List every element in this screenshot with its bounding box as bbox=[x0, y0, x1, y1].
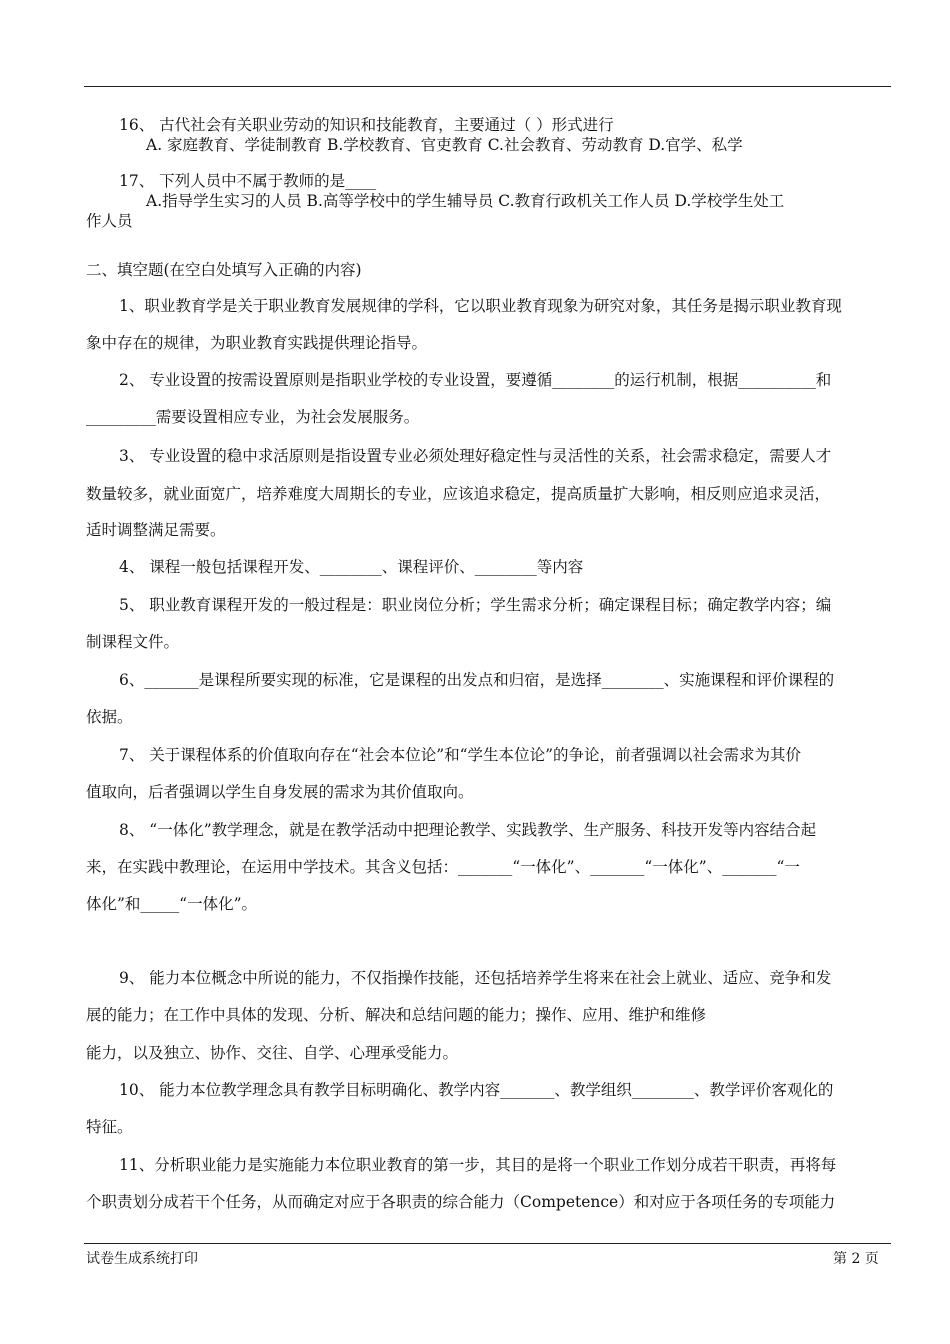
fill-line: 9、 能力本位概念中所说的能力，不仅指操作技能，还包括培养学生将来在社会上就业、适应、竞争和发 bbox=[119, 969, 832, 987]
fill-line: _________需要设置相应专业，为社会发展服务。 bbox=[86, 408, 420, 426]
question-17-options: A.指导学生实习的人员 B.高等学校中的学生辅导员 C.教育行政机关工作人员 D.学校学生处工 bbox=[146, 192, 785, 210]
fill-line: 来，在实践中教理论，在运用中学技术。其含义包括：_______“一体化”、_______“一体化”、_______“一 bbox=[86, 858, 800, 876]
question-17-options-cont: 作人员 bbox=[86, 212, 133, 230]
fill-line: 值取向，后者强调以学生自身发展的需求为其价值取向。 bbox=[86, 783, 474, 801]
fill-line: 特征。 bbox=[86, 1118, 133, 1136]
question-16: 16、 古代社会有关职业劳动的知识和技能教育，主要通过（ ）形式进行 bbox=[119, 116, 614, 134]
fill-line: 数量较多，就业面宽广，培养难度大周期长的专业，应该追求稳定，提高质量扩大影响，相反则应追求灵活， bbox=[86, 485, 831, 503]
page-number: 第 2 页 bbox=[833, 1251, 879, 1267]
fill-line: 制课程文件。 bbox=[86, 633, 180, 651]
fill-line: 10、 能力本位教学理念具有教学目标明确化、教学内容_______、教学组织________、教学评价客观化的 bbox=[119, 1081, 834, 1099]
section-title: 二、填空题(在空白处填写入正确的内容) bbox=[86, 261, 362, 279]
question-16-options: A. 家庭教育、学徒制教育 B.学校教育、官吏教育 C.社会教育、劳动教育 D.官学、私学 bbox=[146, 136, 743, 154]
fill-line: 8、 “一体化”教学理念，就是在教学活动中把理论教学、实践教学、生产服务、科技开发等内容结合起 bbox=[119, 821, 817, 839]
fill-line: 6、_______是课程所要实现的标准，它是课程的出发点和归宿，是选择________、实施课程和评价课程的 bbox=[119, 671, 835, 689]
fill-line: 11、分析职业能力是实施能力本位职业教育的第一步，其目的是将一个职业工作划分成若干职责，再将每 bbox=[119, 1156, 837, 1174]
fill-line: 5、 职业教育课程开发的一般过程是：职业岗位分析；学生需求分析；确定课程目标；确定教学内容；编 bbox=[119, 596, 832, 614]
fill-line: 1、职业教育学是关于职业教育发展规律的学科，它以职业教育现象为研究对象，其任务是揭示职业教育现 bbox=[119, 297, 842, 315]
fill-line: 个职责划分成若干个任务，从而确定对应于各职责的综合能力（Competence）和对应于各项任务的专项能力 bbox=[86, 1193, 836, 1211]
question-17: 17、 下列人员中不属于教师的是____ bbox=[119, 172, 377, 190]
fill-line: 4、 课程一般包括课程开发、________、课程评价、________等内容 bbox=[119, 558, 584, 576]
fill-line: 展的能力；在工作中具体的发现、分析、解决和总结问题的能力；操作、应用、维护和维修 bbox=[86, 1006, 707, 1024]
fill-line: 2、 专业设置的按需设置原则是指职业学校的专业设置，要遵循________的运行机制，根据__________和 bbox=[119, 371, 832, 389]
fill-line: 象中存在的规律，为职业教育实践提供理论指导。 bbox=[86, 334, 428, 352]
fill-line: 体化”和_____“一体化”。 bbox=[86, 895, 258, 913]
fill-line: 能力，以及独立、协作、交往、自学、心理承受能力。 bbox=[86, 1044, 459, 1062]
fill-line: 3、 专业设置的稳中求活原则是指设置专业必须处理好稳定性与灵活性的关系，社会需求稳定，需要人才 bbox=[119, 447, 832, 465]
fill-line: 适时调整满足需要。 bbox=[86, 521, 226, 539]
footer-rule bbox=[84, 1243, 891, 1244]
footer-system-label: 试卷生成系统打印 bbox=[86, 1251, 198, 1267]
fill-line: 依据。 bbox=[86, 708, 133, 726]
header-rule bbox=[84, 86, 891, 87]
fill-line: 7、 关于课程体系的价值取向存在“社会本位论”和“学生本位论”的争论，前者强调以社会需求为其价 bbox=[119, 746, 801, 764]
